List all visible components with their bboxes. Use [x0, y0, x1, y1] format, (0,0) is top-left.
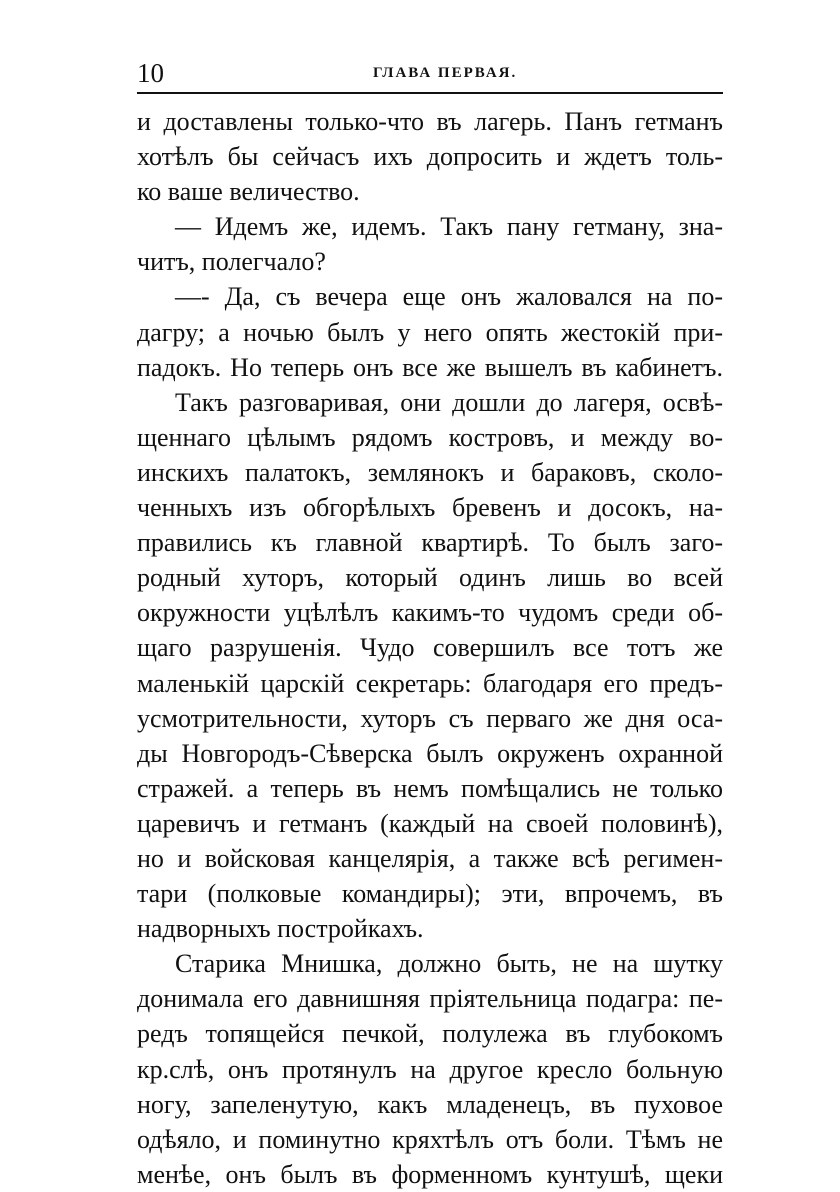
text-line: усмотрительности, хуторъ съ перваго же дня оса- [137, 703, 723, 733]
text-line: редъ топящейся печкой, полулежа въ глубокомъ [137, 1019, 723, 1049]
text-line: падокъ. Но теперь онъ все же вышелъ въ кабинетъ. [137, 352, 723, 382]
text-line: маленькій царскій секретарь: благодаря его предъ- [137, 668, 723, 698]
text-line: ногу, запеленутую, какъ младенецъ, въ пуховое [137, 1089, 723, 1119]
text-line: окружности уцѣлѣлъ какимъ-то чудомъ среди об- [137, 598, 723, 628]
text-line: дагру; а ночью былъ у него опять жестокій при- [137, 317, 723, 347]
text-line: —- Да, съ вечера еще онъ жаловался на по- [175, 282, 723, 312]
header-rule [137, 92, 723, 94]
text-line: царевичъ и гетманъ (каждый на своей половинѣ), [137, 808, 723, 838]
text-line: читъ, полегчало? [137, 247, 326, 277]
text-line: правились къ главной квартирѣ. То былъ заго- [137, 528, 723, 558]
text-line: Старика Мнишка, должно быть, не на шутку [175, 949, 723, 979]
body-text [137, 104, 723, 1192]
text-line: донимала его давнишняя пріятельница подагра: пе- [137, 984, 723, 1014]
text-line: одѣяло, и поминутно кряхтѣлъ отъ боли. Тѣмъ не [137, 1124, 723, 1154]
text-line: щаго разрушенія. Чудо совершилъ все тотъ же [137, 633, 723, 663]
text-line: ды Новгородъ-Сѣверска былъ окруженъ охранной [137, 738, 723, 768]
text-line: и доставлены только-что въ лагерь. Панъ гетманъ [137, 107, 723, 136]
text-line: надворныхъ постройкахъ. [137, 914, 424, 944]
page-header [137, 58, 723, 88]
text-line: — Идемъ же, идемъ. Такъ пану гетману, зна- [175, 212, 723, 242]
page-number: 10 [137, 58, 164, 88]
text-line: ко ваше величество. [137, 177, 360, 207]
text-line: Такъ разговаривая, они дошли до лагеря, освѣ- [175, 387, 723, 417]
text-line: стражей. а теперь въ немъ помѣщались не только [137, 773, 723, 803]
text-line: кр.слѣ, онъ протянулъ на другое кресло больную [137, 1054, 723, 1084]
text-line: хотѣлъ бы сейчасъ ихъ допросить и ждетъ толь- [137, 142, 723, 172]
running-head: ГЛАВА ПЕРВАЯ. [373, 65, 518, 81]
text-line: тари (полковые командиры); эти, впрочемъ, въ [137, 879, 723, 909]
text-line: инскихъ палатокъ, землянокъ и бараковъ, сколо- [137, 457, 723, 487]
text-line: щеннаго цѣлымъ рядомъ костровъ, и между во- [137, 422, 723, 452]
text-line: менѣе, онъ былъ въ форменномъ кунтушѣ, щеки [137, 1159, 723, 1189]
text-line: но и войсковая канцелярія, а также всѣ регимен- [137, 843, 723, 873]
text-line: ченныхъ изъ обгорѣлыхъ бревенъ и досокъ, на- [137, 493, 723, 523]
text-line: родный хуторъ, который одинъ лишь во всей [137, 563, 723, 593]
